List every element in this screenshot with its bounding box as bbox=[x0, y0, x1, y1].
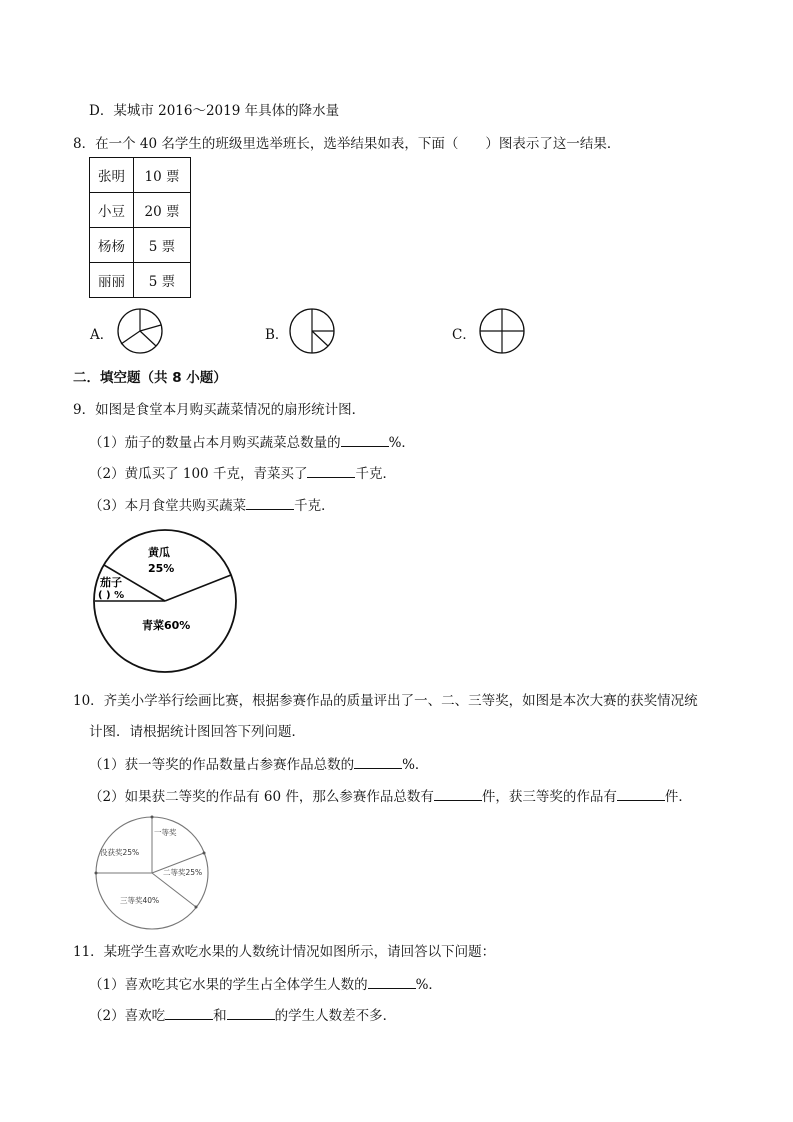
table-cell-name: 杨杨 bbox=[90, 228, 134, 263]
q10-sub2-suffix: 件． bbox=[664, 789, 692, 805]
q10-sub1-text: （1）获一等奖的作品数量占参赛作品总数的 bbox=[89, 757, 355, 773]
answer-blank[interactable] bbox=[368, 974, 416, 989]
q10-sub2 bbox=[89, 786, 692, 806]
q9-sub1-suffix: %． bbox=[388, 435, 415, 451]
table-cell-votes: 5 票 bbox=[134, 228, 191, 263]
q9-stem: 9．如图是食堂本月购买蔬菜情况的扇形统计图． bbox=[73, 402, 366, 418]
q9-sub1-text: （1）茄子的数量占本月购买蔬菜总数量的 bbox=[89, 435, 341, 451]
option-b-label: B． bbox=[265, 327, 289, 343]
q10-stem-line1: 10．齐美小学举行绘画比赛，根据参赛作品的质量评出了一、二、三等奖，如图是本次大赛的获奖情况统 bbox=[73, 693, 698, 709]
pie-label-cucumber-pct: 25% bbox=[148, 562, 175, 575]
q11-sub2-mid: 和 bbox=[213, 1008, 227, 1024]
q9-sub3 bbox=[89, 495, 335, 515]
table-row bbox=[90, 193, 191, 228]
q9-sub1 bbox=[89, 432, 415, 452]
pie-label-third: 三等奖40% bbox=[120, 896, 160, 905]
answer-blank[interactable] bbox=[246, 495, 294, 510]
answer-blank[interactable] bbox=[341, 432, 389, 447]
q11-sub1-suffix: %． bbox=[415, 977, 442, 993]
q9-sub2-suffix: 千克． bbox=[355, 466, 396, 482]
table-row bbox=[90, 263, 191, 298]
answer-blank[interactable] bbox=[165, 1005, 213, 1020]
q8-stem: 8．在一个 40 名学生的班级里选举班长，选举结果如表，下面（ ）图表示了这一结果． bbox=[73, 136, 621, 152]
option-b-pie bbox=[288, 307, 338, 357]
table-cell-votes: 10 票 bbox=[134, 158, 191, 193]
pie-label-none: 没获奖25% bbox=[100, 848, 140, 857]
answer-blank[interactable] bbox=[354, 754, 402, 769]
q9-sub2-text: （2）黄瓜买了 100 千克，青菜买了 bbox=[89, 466, 308, 482]
q11-sub1 bbox=[89, 974, 442, 994]
q10-sub1-suffix: %． bbox=[402, 757, 429, 773]
table-cell-name: 小豆 bbox=[90, 193, 134, 228]
answer-blank[interactable] bbox=[434, 786, 482, 801]
q9-sub2 bbox=[89, 463, 396, 483]
pie-slice-border bbox=[165, 575, 231, 601]
table-cell-name: 丽丽 bbox=[90, 263, 134, 298]
q9-sub3-suffix: 千克． bbox=[294, 498, 335, 514]
pie-label-eggplant-pct: ( ) % bbox=[98, 590, 125, 601]
answer-blank[interactable] bbox=[617, 786, 665, 801]
q11-sub2-suffix: 的学生人数差不多． bbox=[274, 1008, 397, 1024]
option-c-pie bbox=[478, 307, 528, 357]
pie-label-eggplant: 茄子 bbox=[100, 576, 122, 589]
q7-option-d: D．某城市 2016～2019 年具体的降水量 bbox=[89, 103, 340, 119]
q11-sub2 bbox=[89, 1005, 396, 1025]
pie-label-greens: 青菜60% bbox=[142, 619, 191, 632]
q10-sub2-mid: 件，获三等奖的作品有 bbox=[481, 789, 617, 805]
answer-blank[interactable] bbox=[227, 1005, 275, 1020]
table-cell-votes: 5 票 bbox=[134, 263, 191, 298]
q11-stem: 11．某班学生喜欢吃水果的人数统计情况如图所示，请回答以下问题： bbox=[73, 944, 496, 960]
q11-sub2-text: （2）喜欢吃 bbox=[89, 1008, 166, 1024]
section-title: 二．填空题（共 8 小题） bbox=[73, 370, 227, 386]
vote-table bbox=[89, 157, 191, 298]
option-c-label: C． bbox=[452, 327, 476, 343]
pie-label-second: 二等奖25% bbox=[163, 868, 203, 877]
table-cell-votes: 20 票 bbox=[134, 193, 191, 228]
table-row bbox=[90, 228, 191, 263]
table-cell-name: 张明 bbox=[90, 158, 134, 193]
pie-label-first: 一等奖 bbox=[154, 828, 177, 837]
q11-sub1-text: （1）喜欢吃其它水果的学生占全体学生人数的 bbox=[89, 977, 368, 993]
q10-sub2-text: （2）如果获二等奖的作品有 60 件，那么参赛作品总数有 bbox=[89, 789, 434, 805]
q10-stem-line2: 计图．请根据统计图回答下列问题． bbox=[89, 724, 305, 740]
option-a-label: A． bbox=[90, 327, 114, 343]
table-row bbox=[90, 158, 191, 193]
pie-label-cucumber: 黄瓜 bbox=[148, 546, 170, 559]
q9-sub3-text: （3）本月食堂共购买蔬菜 bbox=[89, 498, 247, 514]
vegetable-pie-chart bbox=[90, 528, 240, 674]
option-a-pie bbox=[116, 307, 166, 357]
award-pie-chart bbox=[92, 815, 212, 931]
answer-blank[interactable] bbox=[307, 463, 355, 478]
q10-sub1 bbox=[89, 754, 428, 774]
